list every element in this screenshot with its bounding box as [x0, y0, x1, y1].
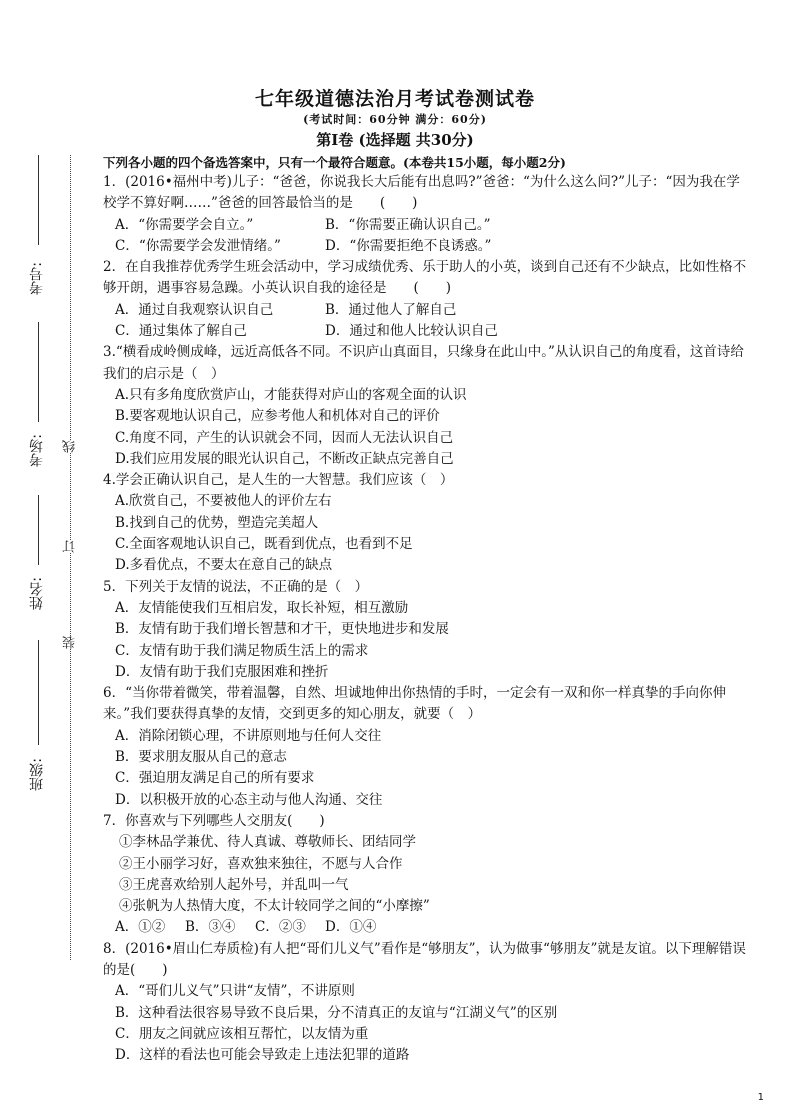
statement-3: ③王虎喜欢给别人起外号，并乱叫一气	[119, 876, 349, 893]
question-stem: 5．下列关于友情的说法，不正确的是（ ）	[103, 578, 369, 595]
label-line	[38, 495, 39, 565]
option-row	[103, 215, 753, 236]
option-b: B．要求朋友服从自己的意志	[115, 749, 287, 766]
option-row	[103, 300, 753, 321]
question-1	[103, 172, 753, 257]
statement-4: ④张帆为人热情大度，不太计较同学之间的“小摩擦”	[119, 898, 430, 915]
option-a: A．①②	[115, 919, 166, 936]
option-b: B.要客观地认识自己，应参考他人和机体对自己的评价	[115, 408, 440, 425]
statement-2: ②王小丽学习好，喜欢独来独往，不愿与人合作	[119, 855, 403, 872]
option-row	[103, 321, 753, 342]
option-c: C.全面客观地认识自己，既看到优点，也看到不足	[115, 536, 413, 553]
option-row	[103, 236, 753, 257]
question-8	[103, 939, 753, 1067]
option-d: D.多看优点，不要太在意自己的缺点	[115, 557, 333, 574]
question-stem: 7．你喜欢与下列哪些人交朋友( )	[103, 812, 325, 829]
option-d: D．“你需要拒绝不良诱惑。”	[325, 237, 492, 254]
option-c: C．“你需要学会发泄情绪。”	[115, 237, 281, 254]
section-heading: 第Ⅰ卷 (选择题 共30分)	[316, 131, 474, 149]
question-stem: 2．在自我推荐优秀学生班会活动中，学习成绩优秀、乐于助人的小英，谈到自己还有不少缺点，比如性格不够开朗，遇事容易急躁。小英认识自我的途径是 ( )	[103, 259, 747, 297]
question-3	[103, 342, 753, 470]
option-c: C．②③	[255, 919, 306, 936]
question-5	[103, 577, 753, 683]
label-line	[38, 155, 39, 245]
option-a: A．“哥们儿义气”只讲“友情”，不讲原则	[115, 983, 355, 1000]
statement-1: ①李林品学兼优、待人真诚、尊敬师长、团结同学	[119, 834, 416, 851]
binding-margin	[0, 0, 100, 1119]
option-b: B．这种看法很容易导致不良后果，分不清真正的友谊与“江湖义气”的区别	[115, 1004, 558, 1021]
option-b: B．“你需要正确认识自己。”	[325, 216, 491, 233]
exam-number-label: 考号:	[29, 262, 45, 295]
option-a: A．消除闭锁心理，不讲原则地与任何人交往	[115, 727, 382, 744]
option-a: A．通过自我观察认识自己	[115, 301, 274, 318]
cut-word-ding: 订	[63, 540, 78, 553]
question-stem: 4.学会正确认识自己，是人生的一大智慧。我们应该（ ）	[103, 472, 454, 489]
option-d: D．这样的看法也可能会导致走上违法犯罪的道路	[115, 1047, 410, 1064]
option-a: A.只有多角度欣赏庐山，才能获得对庐山的客观全面的认识	[115, 386, 467, 403]
option-b: B．③④	[185, 919, 236, 936]
name-label: 姓名:	[29, 577, 45, 610]
exam-room-label: 考场:	[29, 434, 45, 467]
page-number: 1	[757, 1092, 764, 1103]
exam-title: 七年级道德法治月考试卷测试卷	[254, 88, 535, 110]
option-a: A．友情能使我们互相启发，取长补短，相互激励	[115, 599, 409, 616]
cut-word-xian: 线	[63, 440, 78, 453]
option-a: A.欣赏自己，不要被他人的评价左右	[115, 493, 332, 510]
question-stem: 6．“当你带着微笑，带着温馨，自然、坦诚地伸出你热情的手时，一定会有一双和你一样真挚的手向你伸来。”我们要获得真挚的友情，交到更多的知心朋友，就要（ ）	[103, 685, 726, 723]
option-c: C．朋友之间就应该相互帮忙，以友情为重	[115, 1025, 369, 1042]
option-c: C．强迫朋友满足自己的所有要求	[115, 770, 315, 787]
cut-word-zhuang: 装	[63, 636, 78, 649]
question-2	[103, 257, 753, 342]
option-c: C.角度不同，产生的认识就会不同，因而人无法认识自己	[115, 429, 454, 446]
instruction: 下列各小题的四个备选答案中，只有一个最符合题意。(本卷共15小题，每小题2分)	[103, 155, 566, 170]
option-b: B．友情有助于我们增长智慧和才干，更快地进步和发展	[115, 621, 449, 638]
question-7	[103, 811, 753, 939]
option-a: A．“你需要学会自立。”	[115, 216, 254, 233]
option-d: D．①④	[325, 919, 377, 936]
option-d: D．友情有助于我们克服困难和挫折	[115, 663, 329, 680]
option-c: C．通过集体了解自己	[115, 323, 247, 340]
option-row	[103, 917, 753, 938]
option-d: D．通过和他人比较认识自己	[325, 323, 498, 340]
option-d: D．以积极开放的心态主动与他人沟通、交往	[115, 791, 383, 808]
option-b: B．通过他人了解自己	[325, 301, 457, 318]
question-4	[103, 470, 753, 576]
question-6	[103, 683, 753, 811]
exam-subtitle: (考试时间：60分钟 满分：60分)	[303, 113, 487, 126]
label-line	[38, 322, 39, 422]
class-label: 班级:	[29, 758, 45, 791]
option-d: D.我们应用发展的眼光认识自己，不断改正缺点完善自己	[115, 450, 454, 467]
option-b: B.找到自己的优势，塑造完美超人	[115, 514, 319, 531]
label-line	[38, 640, 39, 745]
option-c: C．友情有助于我们满足物质生活上的需求	[115, 642, 369, 659]
question-area	[103, 153, 753, 1066]
question-stem: 8．(2016•眉山仁寿质检)有人把“哥们儿义气”看作是“够朋友”，认为做事“够朋友”就是友谊。以下理解错误的是( )	[103, 940, 746, 978]
cut-line	[70, 155, 71, 960]
question-stem: 3.“横看成岭侧成峰，远近高低各不同。不识庐山真面目，只缘身在此山中。”从认识自己的角度看，这首诗给我们的启示是（ ）	[103, 344, 744, 382]
question-stem: 1．(2016•福州中考)儿子：“爸爸，你说我长大后能有出息吗?”爸爸：“为什么这么问?”儿子：“因为我在学校学不算好啊……”爸爸的回答最恰当的是 ( )	[103, 174, 740, 212]
